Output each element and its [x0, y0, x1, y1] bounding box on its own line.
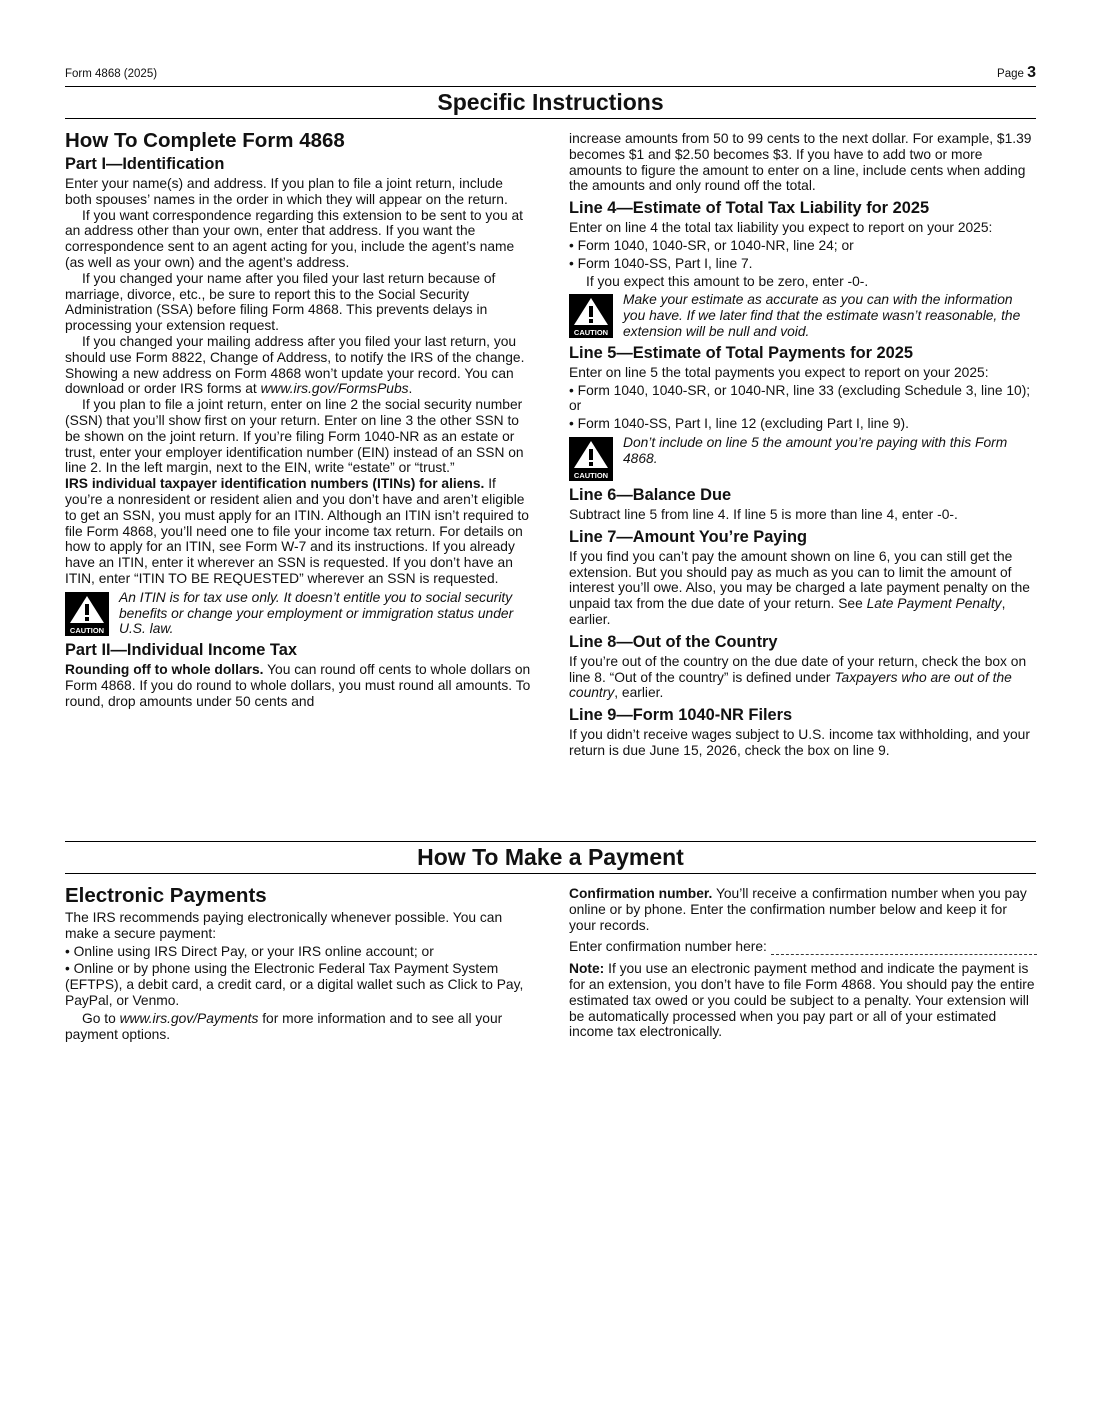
bullet-item: • Online or by phone using the Electronic Federal Tax Payment System (EFTPS), a debit card, a credit card, or a digital wallet such as Click to Pay, PayPal, or Venmo.: [65, 961, 524, 1008]
payment-left-column: [65, 884, 533, 1042]
paragraph: Note: If you use an electronic payment method and indicate the payment is for an extension, you don’t have to file Form 4868. You should pay the entire estimated tax owed or you could be subject to a penalty. Your extension will be automatically processed when you pay part or all of your estimated income tax electronically.: [569, 961, 1035, 1040]
paragraph: The IRS recommends paying electronically whenever possible. You can make a secure payment:: [65, 910, 503, 941]
page-header: [65, 62, 1036, 87]
caution-note: CAUTION Don’t include on line 5 the amount you’re paying with this Form 4868.: [569, 435, 1037, 481]
section-rule: [65, 873, 1036, 874]
heading-how-to-complete: How To Complete Form 4868: [65, 129, 345, 152]
caution-label: CAUTION: [69, 625, 105, 635]
form-page: [65, 0, 1036, 1424]
heading-line-4: Line 4—Estimate of Total Tax Liability for 2025: [569, 199, 930, 218]
caution-note: CAUTION An ITIN is for tax use only. It doesn’t entitle you to social security benefits or change your employment or immigration status under U.S. law.: [65, 590, 533, 637]
section-rule: [65, 841, 1036, 842]
left-column: [65, 129, 533, 710]
caution-note: CAUTION Make your estimate as accurate as you can with the information you have. If we later find that the estimate wasn’t reasonable, the extension will be null and void.: [569, 292, 1037, 339]
paragraph: If you expect this amount to be zero, enter -0-.: [586, 273, 869, 289]
heading-electronic-payments: Electronic Payments: [65, 884, 267, 907]
page-number: Page 3: [997, 64, 1036, 81]
paragraph: Enter on line 4 the total tax liability you expect to report on your 2025:: [569, 220, 993, 236]
paragraph: If you’re out of the country on the due date of your return, check the box on line 8. “Out of the country” is defined under Taxpayers who are out of the country, earlier.: [569, 653, 1027, 701]
paragraph: Rounding off to whole dollars. You can round off cents to whole dollars on Form 4868. If you do round to whole dollars, you must round all amounts. To round, drop amounts under 50 cents and: [65, 662, 531, 709]
heading-part-2: Part II—Individual Income Tax: [65, 641, 297, 660]
paragraph: If you find you can’t pay the amount shown on line 6, you can still get the extension. But you should pay as much as you can to limit the amount of interest you’ll owe. Also, you may be charged a late payment penalty on the unpaid tax from the due date of your return. See Late Payment Penalty, earlier.: [569, 548, 1030, 627]
paragraph: Enter on line 5 the total payments you expect to report on your 2025:: [569, 364, 989, 380]
right-column: [569, 131, 1037, 759]
form-id: Form 4868 (2025): [65, 68, 158, 80]
heading-line-6: Line 6—Balance Due: [569, 485, 732, 504]
bullet-item: • Form 1040, 1040-SR, or 1040-NR, line 33 (excluding Schedule 3, line 10); or: [569, 382, 1031, 414]
caution-label: CAUTION: [573, 470, 609, 480]
paragraph: If you didn’t receive wages subject to U.S. income tax withholding, and your return is due June 15, 2026, check the box on line 9.: [569, 727, 1030, 758]
paragraph: If you plan to file a joint return, enter on line 2 the social security number (SSN) that you’ll show first on your return. Enter on line 3 the other SSN to be shown on the joint return. If you’re filing Form 1040-NR as an estate or trust, enter your employer identification number (EIN) instead of an SSN on line 2. In the left margin, next to the EIN, write “estate” or “trust.”: [65, 397, 524, 476]
paragraph: IRS individual taxpayer identification numbers (ITINs) for aliens. If you’re a nonresident or resident alien and you don’t have and aren’t eligible to get an SSN, you must apply for an ITIN. Although an ITIN isn’t required to file Form 4868, you’ll need one to file your income tax return. For details on how to apply for an ITIN, see Form W-7 and its instructions. If you already have an ITIN, enter it wherever an SSN is requested. If you don’t have an ITIN, enter “ITIN TO BE REQUESTED” wherever an SSN is requested.: [65, 476, 529, 586]
paragraph: increase amounts from 50 to 99 cents to the next dollar. For example, $1.39 becomes $1 and $2.50 becomes $3. If you have to add two or more amounts to figure the amount to enter on a line, include cents when adding the amounts and only round off the total.: [569, 131, 1032, 194]
paragraph: If you changed your mailing address after you filed your last return, you should use Form 8822, Change of Address, to notify the IRS of the change. Showing a new address on Form 4868 won’t update your record. You can download or order IRS forms at www.irs.gov/FormsPubs.: [65, 333, 525, 397]
confirmation-number-field[interactable]: [771, 942, 1037, 955]
paragraph: If you changed your name after you filed your last return because of marriage, divorce, etc., be sure to report this to the Social Security Administration (SSA) before filing Form 4868. This prevents delays in processing your extension request.: [65, 270, 496, 334]
bullet-item: • Online using IRS Direct Pay, or your IRS online account; or: [65, 943, 434, 959]
paragraph: If you want correspondence regarding this extension to be sent to you at an address other than your own, enter that address. If you want the correspondence sent to an agent acting for you, include the agent’s name (as well as your own) and the agent’s address.: [65, 207, 524, 270]
heading-line-9: Line 9—Form 1040-NR Filers: [569, 706, 793, 725]
confirmation-number-label: Enter confirmation number here:: [569, 939, 767, 955]
bullet-item: • Form 1040-SS, Part I, line 12 (excluding Part I, line 9).: [569, 416, 909, 432]
bullet-item: • Form 1040, 1040-SR, or 1040-NR, line 24; or: [569, 237, 854, 253]
paragraph: Go to www.irs.gov/Payments for more information and to see all your payment options.: [65, 1010, 503, 1042]
heading-line-5: Line 5—Estimate of Total Payments for 2025: [569, 343, 914, 362]
heading-part-1: Part I—Identification: [65, 155, 225, 173]
caution-icon: [65, 592, 109, 636]
section-title-payment: How To Make a Payment: [417, 844, 684, 870]
heading-line-8: Line 8—Out of the Country: [569, 632, 778, 651]
confirmation-number-row: [569, 939, 1037, 955]
payment-right-column: [569, 886, 1037, 1040]
heading-line-7: Line 7—Amount You’re Paying: [569, 527, 807, 546]
bullet-item: • Form 1040-SS, Part I, line 7.: [569, 255, 753, 271]
section-rule: [65, 118, 1036, 119]
paragraph: Confirmation number. You’ll receive a confirmation number when you pay online or by phone. Enter the confirmation number below and keep it for your records.: [569, 886, 1027, 933]
paragraph: Enter your name(s) and address. If you plan to file a joint return, include both spouses’ names in the order in which they will appear on the return.: [65, 176, 508, 207]
paragraph: Subtract line 5 from line 4. If line 5 is more than line 4, enter -0-.: [569, 506, 958, 522]
caution-icon: [569, 437, 613, 481]
forms-pubs-link[interactable]: www.irs.gov/FormsPubs: [260, 381, 409, 397]
payments-link[interactable]: www.irs.gov/Payments: [119, 1010, 259, 1026]
caution-icon: [569, 294, 613, 338]
caution-label: CAUTION: [573, 328, 609, 338]
section-title-specific-instructions: Specific Instructions: [437, 89, 664, 115]
